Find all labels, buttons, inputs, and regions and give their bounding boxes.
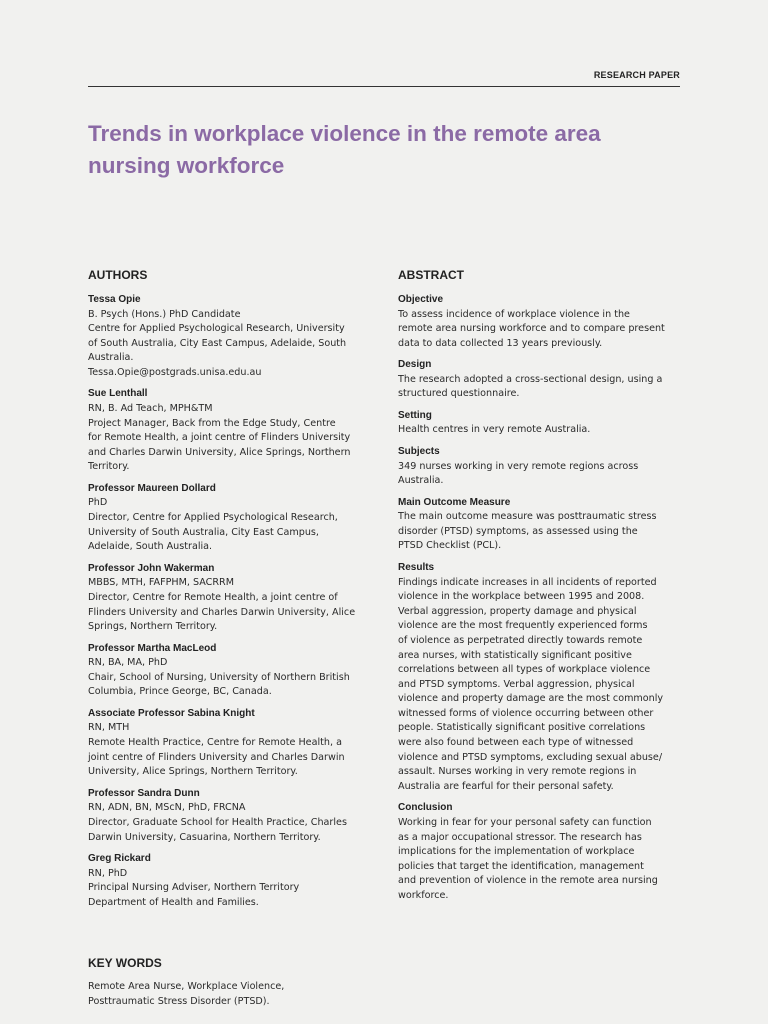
abstract-text-line: remote area nursing workforce and to compare present [398, 323, 665, 335]
author-affiliation-line: RN, PhD [88, 867, 128, 879]
author-affiliation-line: Columbia, Prince George, BC, Canada. [88, 686, 272, 698]
abstract-text-line: as a major occupational stressor. The research has [398, 831, 642, 843]
author-affiliation-line: Territory. [88, 461, 130, 473]
abstract-column [398, 268, 688, 911]
abstract-text-line: structured questionnaire. [398, 388, 520, 400]
keywords-line: Posttraumatic Stress Disorder (PTSD). [88, 995, 270, 1007]
abstract-section-heading: Subjects [398, 446, 440, 458]
author-affiliation-line: RN, B. Ad Teach, MPH&TM [88, 402, 213, 414]
author-name: Professor Martha MacLeod [88, 642, 217, 654]
abstract-text-line: assault. Nurses working in very remote regions in [398, 766, 637, 778]
author-affiliation-line: Tessa.Opie@postgrads.unisa.edu.au [88, 366, 262, 378]
abstract-section-heading: Design [398, 359, 432, 371]
keywords-line: Remote Area Nurse, Workplace Violence, [88, 981, 285, 992]
abstract-section-heading: Conclusion [398, 802, 453, 814]
author-affiliation-line: Springs, Northern Territory. [88, 621, 218, 633]
author-affiliation-line: Director, Centre for Remote Health, a joint centre of [88, 591, 338, 603]
authors-column [88, 268, 373, 917]
abstract-text-line: witnessed forms of violence occurring between other [398, 707, 654, 719]
abstract-section-heading: Setting [398, 409, 432, 421]
abstract-section-heading: Main Outcome Measure [398, 496, 511, 508]
author-entry [88, 293, 373, 380]
abstract-text-line: violence and PTSD symptoms, excluding sexual abuse/ [398, 751, 663, 763]
abstract-text-line: of violence as perpetrated directly towards remote [398, 634, 643, 646]
abstract-text-line: data to data collected 13 years previously. [398, 337, 603, 349]
abstract-text-line: Australia. [398, 475, 444, 487]
author-name: Tessa Opie [88, 294, 141, 305]
author-affiliation-line: Flinders University and Charles Darwin University, Alice [88, 606, 356, 618]
abstract-text-line: implications for the implementation of workplace [398, 846, 635, 858]
abstract-section [398, 445, 688, 489]
author-affiliation-line: Director, Centre for Applied Psychological Research, [88, 512, 338, 524]
abstract-text-line: were also found between each type of witnessed [398, 737, 634, 749]
abstract-text-line: and PTSD symptoms. Verbal aggression, physical [398, 678, 635, 690]
abstract-text-line: Health centres in very remote Australia. [398, 424, 591, 436]
author-affiliation-line: RN, BA, MA, PhD [88, 657, 168, 669]
authors-heading: AUTHORS [88, 268, 148, 282]
author-affiliation-line: PhD [88, 497, 108, 509]
abstract-text-line: Australia are fearful for their personal safety. [398, 780, 614, 792]
author-entry [88, 642, 373, 700]
author-affiliation-line: joint centre of Flinders University and Charles Darwin [88, 751, 345, 763]
author-entry [88, 787, 373, 845]
running-head: RESEARCH PAPER [593, 70, 680, 80]
abstract-section [398, 496, 688, 554]
authors-list [88, 293, 373, 910]
author-entry [88, 852, 373, 910]
abstract-section [398, 561, 688, 794]
author-name: Professor John Wakerman [88, 562, 215, 574]
author-affiliation-line: B. Psych (Hons.) PhD Candidate [88, 308, 241, 320]
author-affiliation-line: University, Alice Springs, Northern Territory. [88, 766, 298, 778]
abstract-text-line: Verbal aggression, property damage and physical [398, 605, 637, 617]
abstract-section [398, 801, 688, 903]
abstract-text-line: To assess incidence of workplace violence in the [398, 308, 630, 320]
author-affiliation-line: of South Australia, City East Campus, Adelaide, South [88, 337, 347, 349]
header-rule [88, 86, 680, 87]
abstract-text-line: The research adopted a cross-sectional design, using a [398, 373, 663, 385]
keywords-heading: KEY WORDS [88, 956, 162, 970]
abstract-text-line: correlations between all types of workplace violence [398, 664, 651, 676]
title-line: nursing workforce [88, 153, 285, 178]
author-name: Sue Lenthall [88, 388, 148, 400]
abstract-section-heading: Results [398, 562, 435, 574]
author-affiliation-line: Adelaide, South Australia. [88, 541, 213, 553]
author-affiliation-line: University of South Australia, City East Campus, [88, 526, 319, 538]
author-affiliation-line: Australia. [88, 352, 134, 364]
author-entry [88, 562, 373, 635]
author-affiliation-line: Chair, School of Nursing, University of Northern British [88, 671, 350, 683]
keywords-section [88, 956, 388, 1009]
abstract-text-line: violence and property damage are the most commonly [398, 693, 664, 705]
abstract-section [398, 409, 688, 438]
abstract-section-heading: Objective [398, 294, 444, 305]
author-affiliation-line: Project Manager, Back from the Edge Study, Centre [88, 417, 336, 429]
paper-title [88, 118, 668, 182]
author-name: Professor Sandra Dunn [88, 787, 200, 799]
abstract-text-line: and prevention of violence in the remote area nursing [398, 875, 658, 887]
abstract-text-line: people. Statistically significant positive correlations [398, 722, 646, 734]
abstract-section [398, 293, 688, 351]
abstract-sections [398, 293, 688, 904]
title-line: Trends in workplace violence in the remote area [88, 121, 601, 146]
abstract-text-line: violence are the most frequently experienced forms [398, 620, 648, 632]
author-name: Greg Rickard [88, 853, 151, 865]
author-entry [88, 387, 373, 474]
abstract-text-line: Working in fear for your personal safety can function [398, 816, 652, 828]
abstract-text-line: 349 nurses working in very remote regions across [398, 460, 639, 472]
abstract-text-line: The main outcome measure was posttraumatic stress [398, 511, 657, 523]
author-affiliation-line: Principal Nursing Adviser, Northern Territory [88, 882, 300, 894]
author-affiliation-line: Remote Health Practice, Centre for Remote Health, a [88, 737, 342, 749]
author-affiliation-line: and Charles Darwin University, Alice Springs, Northern [88, 446, 351, 458]
author-affiliation-line: Centre for Applied Psychological Research, University [88, 323, 345, 335]
author-name: Professor Maureen Dollard [88, 482, 216, 494]
abstract-text-line: workforce. [398, 889, 449, 901]
author-entry [88, 482, 373, 555]
abstract-text-line: violence in the workplace between 1995 and 2008. [398, 591, 645, 603]
author-entry [88, 707, 373, 780]
author-affiliation-line: Darwin University, Casuarina, Northern Territory. [88, 831, 321, 843]
author-affiliation-line: RN, MTH [88, 722, 130, 734]
author-affiliation-line: for Remote Health, a joint centre of Flinders University [88, 432, 351, 444]
author-affiliation-line: MBBS, MTH, FAFPHM, SACRRM [88, 577, 234, 589]
abstract-text-line: area nurses, with statistically significant positive [398, 649, 632, 661]
author-affiliation-line: Department of Health and Families. [88, 896, 259, 908]
abstract-text-line: disorder (PTSD) symptoms, as assessed using the [398, 525, 638, 537]
abstract-text-line: policies that target the identification, management [398, 860, 644, 872]
abstract-text-line: PTSD Checklist (PCL). [398, 540, 502, 552]
author-affiliation-line: RN, ADN, BN, MScN, PhD, FRCNA [88, 802, 246, 814]
abstract-section [398, 358, 688, 402]
abstract-heading: ABSTRACT [398, 268, 464, 282]
abstract-text-line: Findings indicate increases in all incidents of reported [398, 576, 657, 588]
author-affiliation-line: Director, Graduate School for Health Practice, Charles [88, 816, 347, 828]
author-name: Associate Professor Sabina Knight [88, 707, 255, 719]
